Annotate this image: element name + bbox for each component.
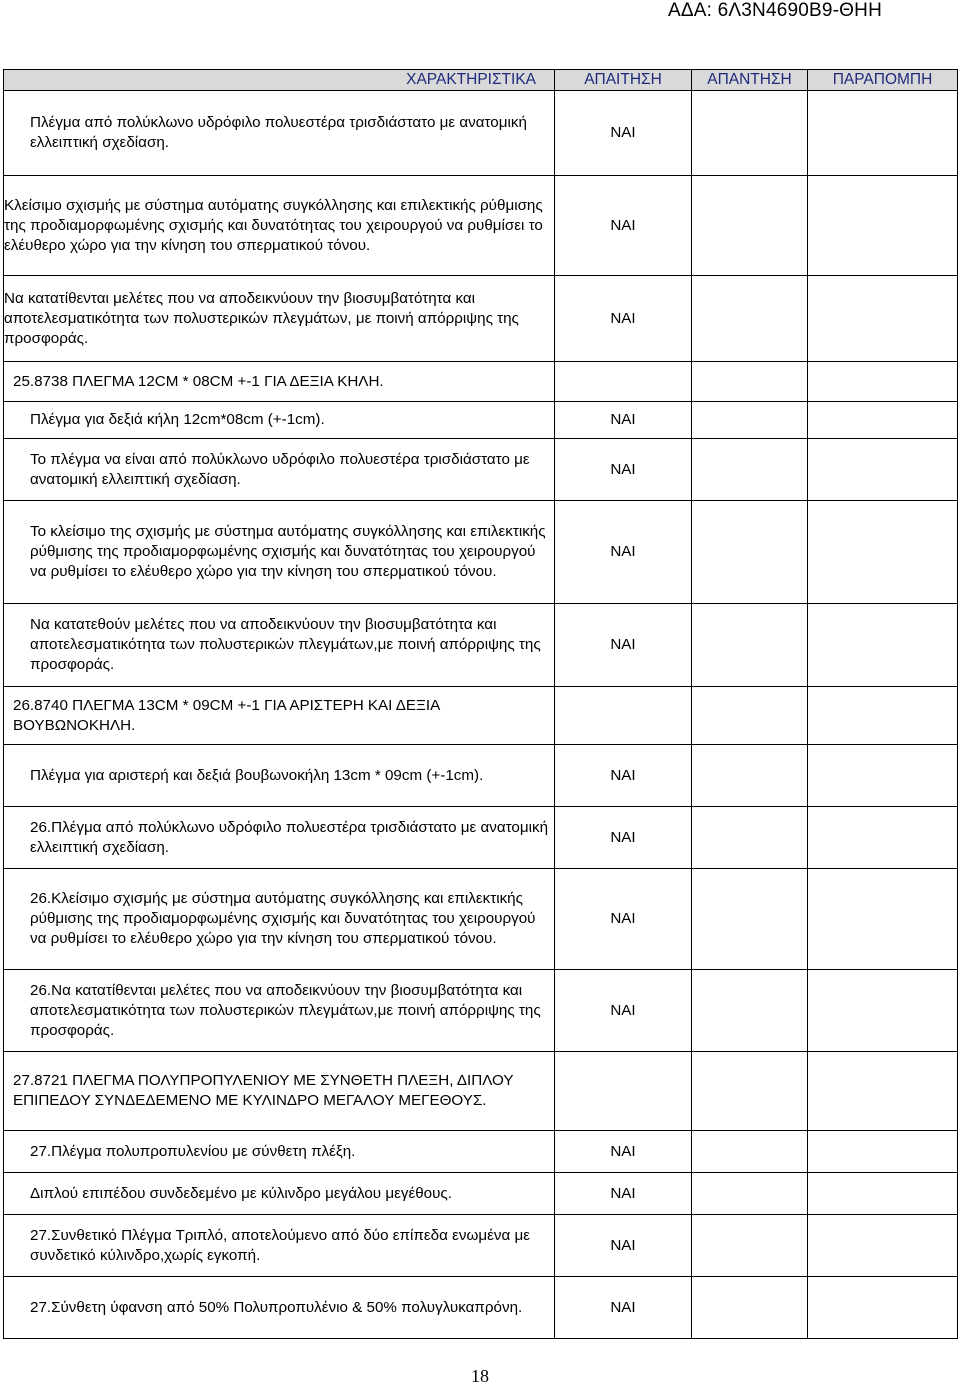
row-reference (808, 1173, 958, 1215)
table-row (4, 1173, 958, 1215)
row-answer (692, 501, 808, 604)
row-reference (808, 745, 958, 807)
row-answer (692, 1173, 808, 1215)
row-answer (692, 1131, 808, 1173)
row-requirement: ΝΑΙ (555, 402, 692, 439)
table-row (4, 176, 958, 276)
row-answer (692, 604, 808, 687)
row-answer (692, 869, 808, 970)
row-description: 26.Να κατατίθενται μελέτες που να αποδεικνύουν την βιοσυμβατότητα και αποτελεσματικότητα των πολυστερικών πλεγμάτων,με ποινή απόρριψης της προσφοράς. (4, 970, 555, 1052)
row-answer (692, 439, 808, 501)
row-answer (692, 91, 808, 176)
row-answer (692, 807, 808, 869)
table-row (4, 869, 958, 970)
row-requirement: ΝΑΙ (555, 1277, 692, 1339)
table-row (4, 1052, 958, 1131)
row-requirement: ΝΑΙ (555, 1173, 692, 1215)
row-requirement: ΝΑΙ (555, 276, 692, 362)
row-description: Να κατατίθενται μελέτες που να αποδεικνύουν την βιοσυμβατότητα και αποτελεσματικότητα των πολυστερικών πλεγμάτων, με ποινή απόρριψης της προσφοράς. (4, 276, 555, 362)
table-row (4, 970, 958, 1052)
row-reference (808, 1215, 958, 1277)
table-row (4, 91, 958, 176)
specifications-table (3, 69, 958, 1339)
row-reference (808, 439, 958, 501)
row-description: Πλέγμα για αριστερή και δεξιά βουβωνοκήλη 13cm * 09cm (+-1cm). (4, 745, 555, 807)
row-answer (692, 1277, 808, 1339)
row-requirement: ΝΑΙ (555, 91, 692, 176)
row-requirement: ΝΑΙ (555, 176, 692, 276)
row-description: Να κατατεθούν μελέτες που να αποδεικνύουν την βιοσυμβατότητα και αποτελεσματικότητα των πολυστερικών πλεγμάτων,με ποινή απόρριψης της προσφοράς. (4, 604, 555, 687)
row-description: Πλέγμα από πολύκλωνο υδρόφιλο πολυεστέρα τρισδιάστατο με ανατομική ελλειπτική σχεδίαση. (4, 91, 555, 176)
row-reference (808, 402, 958, 439)
row-answer (692, 402, 808, 439)
row-description: 26.Πλέγμα από πολύκλωνο υδρόφιλο πολυεστέρα τρισδιάστατο με ανατομική ελλειπτική σχεδίαση. (4, 807, 555, 869)
row-requirement (555, 362, 692, 402)
table-row (4, 745, 958, 807)
table-row (4, 604, 958, 687)
product-title: 26.8740 ΠΛΕΓΜΑ 13CM * 09CM +-1 ΓΙΑ ΑΡΙΣΤΕΡΗ ΚΑΙ ΔΕΞΙΑ ΒΟΥΒΩΝΟΚΗΛΗ. (4, 687, 555, 745)
row-reference (808, 807, 958, 869)
row-description: Το πλέγμα να είναι από πολύκλωνο υδρόφιλο πολυεστέρα τρισδιάστατο με ανατομική ελλειπτική σχεδίαση. (4, 439, 555, 501)
table-row (4, 439, 958, 501)
row-description: 27.Συνθετικό Πλέγμα Τριπλό, αποτελούμενο από δύο επίπεδα ενωμένα με συνδετικό κύλινδρο,χωρίς εγκοπή. (4, 1215, 555, 1277)
row-answer (692, 745, 808, 807)
header-reference: ΠΑΡΑΠΟΜΠΗ (808, 70, 958, 91)
header-requirement: ΑΠΑΙΤΗΣΗ (555, 70, 692, 91)
row-reference (808, 362, 958, 402)
table-header-row (4, 70, 958, 91)
table-row (4, 362, 958, 402)
product-title: 27.8721 ΠΛΕΓΜΑ ΠΟΛΥΠΡΟΠΥΛΕΝΙΟΥ ΜΕ ΣΥΝΘΕΤΗ ΠΛΕΞΗ, ΔΙΠΛΟΥ ΕΠΙΠΕΔΟΥ ΣΥΝΔΕΔΕΜΕΝΟ ΜΕ ΚΥΛΙΝΔΡΟ ΜΕΓΑΛΟΥ ΜΕΓΕΘΟΥΣ. (4, 1052, 555, 1131)
row-answer (692, 687, 808, 745)
row-answer (692, 970, 808, 1052)
row-reference (808, 687, 958, 745)
table-row (4, 687, 958, 745)
row-requirement: ΝΑΙ (555, 439, 692, 501)
row-reference (808, 869, 958, 970)
header-characteristics: ΧΑΡΑΚΤΗΡΙΣΤΙΚΑ (4, 70, 555, 91)
row-requirement: ΝΑΙ (555, 807, 692, 869)
row-requirement (555, 687, 692, 745)
row-reference (808, 501, 958, 604)
table-row (4, 807, 958, 869)
page-number: 18 (471, 1366, 489, 1386)
row-answer (692, 362, 808, 402)
row-description: 27.Πλέγμα πολυπροπυλενίου με σύνθετη πλέξη. (4, 1131, 555, 1173)
row-description: Διπλού επιπέδου συνδεδεμένο με κύλινδρο μεγάλου μεγέθους. (4, 1173, 555, 1215)
row-description: Το κλείσιμο της σχισμής με σύστημα αυτόματης συγκόλλησης και επιλεκτικής ρύθμισης της προδιαμορφωμένης σχισμής και δυνατότητας του χειρουργού να ρυθμίσει το ελέυθερο χώρο για την κίνηση του σπερματικού τόνου. (4, 501, 555, 604)
product-title: 25.8738 ΠΛΕΓΜΑ 12CM * 08CM +-1 ΓΙΑ ΔΕΞΙΑ ΚΗΛΗ. (4, 362, 555, 402)
row-description: 26.Κλείσιμο σχισμής με σύστημα αυτόματης συγκόλλησης και επιλεκτικής ρύθμισης της προδιαμορφωμένης σχισμής και δυνατότητας του χειρουργού να ρυθμίσει το ελέυθερο χώρο για την κίνηση του σπερματικού τόνου. (4, 869, 555, 970)
row-requirement: ΝΑΙ (555, 869, 692, 970)
row-reference (808, 276, 958, 362)
row-requirement: ΝΑΙ (555, 1131, 692, 1173)
row-requirement: ΝΑΙ (555, 745, 692, 807)
row-answer (692, 276, 808, 362)
row-requirement: ΝΑΙ (555, 501, 692, 604)
table-row (4, 501, 958, 604)
row-reference (808, 1131, 958, 1173)
header-answer: ΑΠΑΝΤΗΣΗ (692, 70, 808, 91)
row-reference (808, 176, 958, 276)
table-row (4, 1215, 958, 1277)
table-row (4, 402, 958, 439)
row-requirement: ΝΑΙ (555, 1215, 692, 1277)
row-answer (692, 176, 808, 276)
table-row (4, 1277, 958, 1339)
row-reference (808, 1052, 958, 1131)
row-description: Πλέγμα για δεξιά κήλη 12cm*08cm (+-1cm). (4, 402, 555, 439)
ada-watermark: ΑΔΑ: 6Λ3Ν4690Β9-ΘΗΗ (668, 0, 882, 21)
row-reference (808, 91, 958, 176)
row-requirement: ΝΑΙ (555, 970, 692, 1052)
table-row (4, 1131, 958, 1173)
row-reference (808, 970, 958, 1052)
row-reference (808, 1277, 958, 1339)
row-description: Κλείσιμο σχισμής με σύστημα αυτόματης συγκόλλησης και επιλεκτικής ρύθμισης της προδιαμορφωμένης σχισμής και δυνατότητας του χειρουργού να ρυθμίσει το ελέυθερο χώρο για την κίνηση του σπερματικού τόνου. (4, 176, 555, 276)
row-requirement: ΝΑΙ (555, 604, 692, 687)
row-requirement (555, 1052, 692, 1131)
row-answer (692, 1215, 808, 1277)
table-row (4, 276, 958, 362)
row-reference (808, 604, 958, 687)
row-description: 27.Σύνθετη ύφανση από 50% Πολυπροπυλένιο & 50% πολυγλυκαπρόνη. (4, 1277, 555, 1339)
row-answer (692, 1052, 808, 1131)
